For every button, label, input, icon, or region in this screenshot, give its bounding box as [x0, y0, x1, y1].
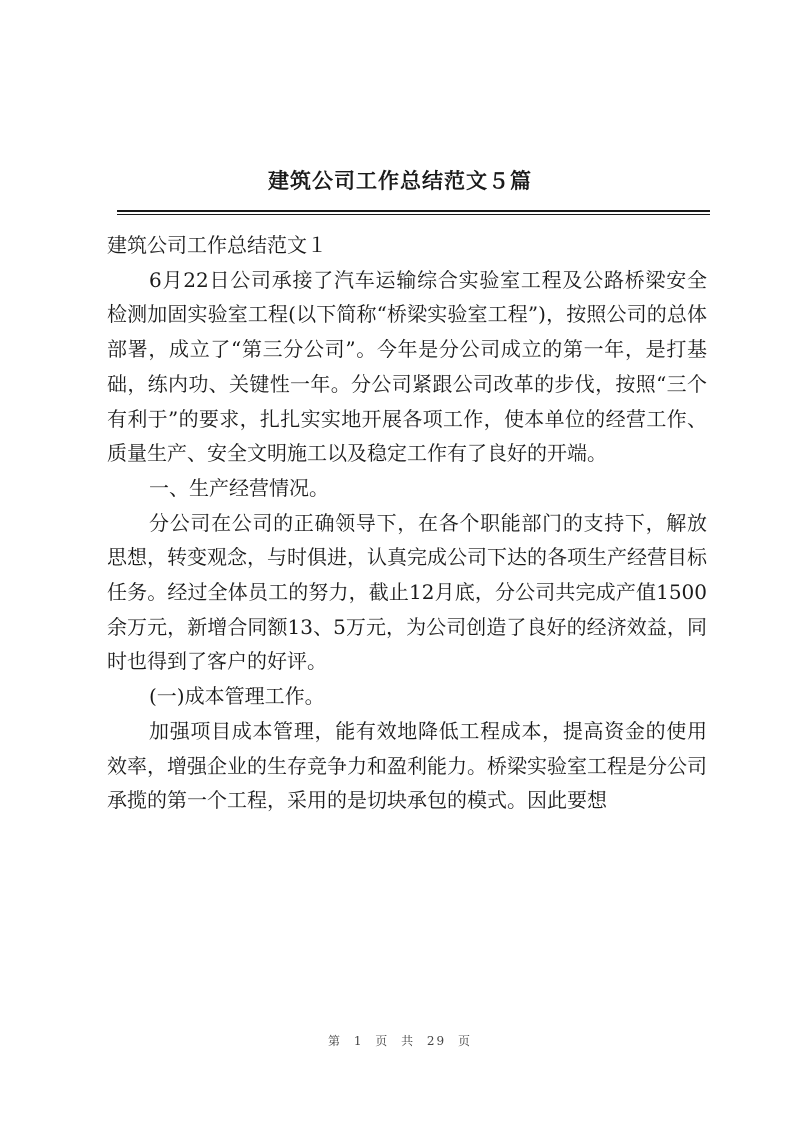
paragraph-cost: 加强项目成本管理，能有效地降低工程成本，提高资金的使用效率，增强企业的生存竞争力和盈利能力。桥梁实验室工程是分公司承揽的第一个工程，采用的是切块承包的模式。因此要想	[107, 718, 707, 813]
paragraph-intro: 6月22日公司承接了汽车运输综合实验室工程及公路桥梁安全检测加固实验室工程(以下简称“桥梁实验室工程”)，按照公司的总体部署，成立了“第三分公司”。今年是分公司成立的第一年，是打基础，练内功、关键性一年。分公司紧跟公司改革的步伐，按照“三个有利于”的要求，扎扎实实地开展各项工作，使本单位的经营工作、质量生产、安全文明施工以及稳定工作有了良好的开端。	[107, 267, 707, 466]
section-heading: 建筑公司工作总结范文１	[107, 233, 327, 257]
paragraph-heading-production: 一、生产经营情况。	[149, 475, 329, 500]
paragraph-production: 分公司在公司的正确领导下，在各个职能部门的支持下，解放思想，转变观念，与时俱进，认真完成公司下达的各项生产经营目标任务。经过全体员工的努力，截止12月底，分公司共完成产值1500余万元，新增合同额13、5万元，为公司创造了良好的经济效益，同时也得到了客户的好评。	[107, 510, 707, 674]
title-divider-thin	[117, 214, 710, 215]
page-number-footer: 第 1 页 共 29 页	[328, 1034, 472, 1048]
title-divider	[117, 210, 710, 212]
paragraph-heading-cost: (一)成本管理工作。	[149, 684, 325, 709]
document-body	[107, 228, 707, 818]
document-title: 建筑公司工作总结范文５篇	[268, 168, 532, 193]
